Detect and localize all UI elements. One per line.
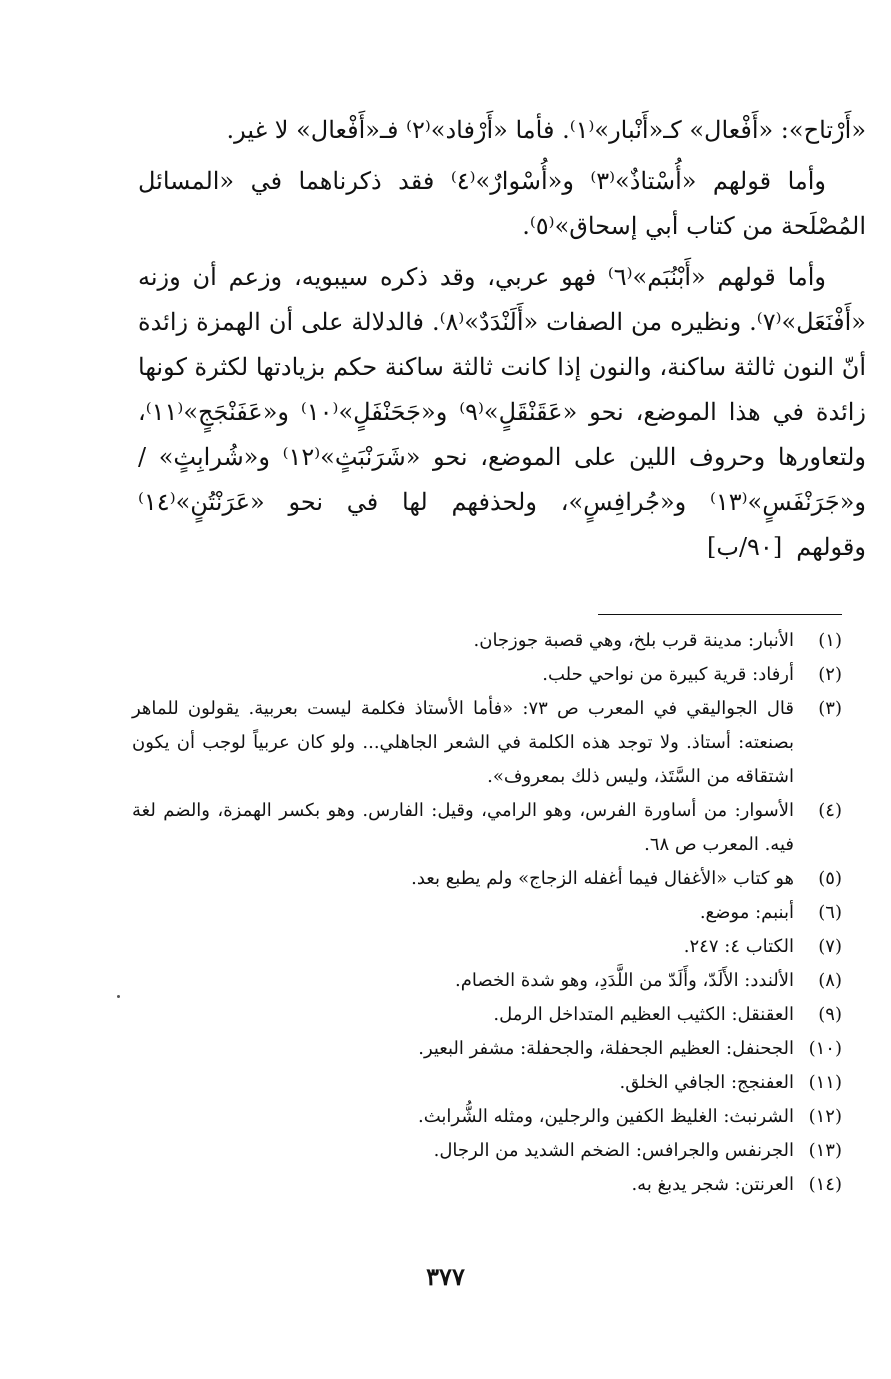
- footnote-item: [132, 998, 842, 1032]
- footnote-number: (١): [818, 630, 842, 651]
- footnote-number: (٣): [818, 698, 842, 719]
- footnote-number: (١٣): [808, 1140, 842, 1161]
- footnote-item: [132, 930, 842, 964]
- footnote-item: [132, 658, 842, 692]
- paragraph-3-text: وأما قولهم «أَبْنُبَم»⁽٦⁾ فهو عربي، وقد ذكره سيبويه، وزعم أن وزنه «أَفْنَعَل»⁽٧⁾. ونظيره من الصفات «أَلَنْدَدٌ»⁽٨⁾. فالدلالة على أن الهمزة زائدة أنّ النون ثالثة ساكنة، والنون إذا كانت ثالثة ساكنة حكم بزيادتها لكثرة كونها زائدة في هذا الموضع، نحو «عَقَنْقَلٍ»⁽٩⁾ و«جَحَنْفَلٍ»⁽١٠⁾ و«عَفَنْجَجٍ»⁽١١⁾، ولتعاورها وحروف اللين على الموضع، نحو «شَرَنْبَثٍ»⁽١٢⁾ و«شُرابِثٍ» / و«جَرَنْفَسٍ»⁽١٣⁾ و«جُرافِسٍ»، ولحذفهم لها في نحو «عَرَنْتُنٍ»⁽١٤⁾ وقولهم: [138, 263, 867, 561]
- footnote-text: أرفاد: قرية كبيرة من نواحي حلب.: [542, 664, 794, 685]
- footnote-number: (١٤): [808, 1174, 842, 1195]
- footnote-text: الكتاب ٤: ٢٤٧.: [683, 936, 794, 957]
- footnote-item: [132, 1168, 842, 1202]
- footnote-text: الأنبار: مدينة قرب بلخ، وهي قصبة جوزجان.: [473, 630, 794, 651]
- folio-marker: [٩٠/ب]: [706, 533, 783, 561]
- footnote-item: [132, 692, 842, 794]
- scan-speck: [117, 995, 120, 998]
- footnote-number: (٥): [818, 868, 842, 889]
- footnote-separator: [598, 614, 842, 615]
- footnote-number: (٧): [818, 936, 842, 957]
- main-text: [138, 108, 866, 570]
- page-number: ٣٧٧: [426, 1262, 465, 1291]
- footnote-number: (١٢): [808, 1106, 842, 1127]
- footnote-number: (٩): [818, 1004, 842, 1025]
- footnote-text: الألندد: الأَلَدّ، وأَلَدّ من اللَّدَدِ، وهو شدة الخصام.: [455, 970, 794, 991]
- paragraph-2: وأما قولهم «أُسْتاذٌ»⁽٣⁾ و«أُسْوارٌ»⁽٤⁾ فقد ذكرناهما في «المسائل المُصْلَحة من كتاب أبي إسحاق»⁽٥⁾.: [138, 167, 866, 240]
- footnote-number: (١٠): [808, 1038, 842, 1059]
- footnote-text: هو كتاب «الأغفال فيما أغفله الزجاج» ولم يطبع بعد.: [411, 868, 794, 889]
- footnote-item: [132, 964, 842, 998]
- footnote-item: [132, 1100, 842, 1134]
- footnote-item: [132, 1134, 842, 1168]
- paragraph-1: «أَرْتاح»: «أَفْعال» كـ«أَنْبار»⁽١⁾. فأما «أَرْفاد»⁽٢⁾ فـ«أَفْعال» لا غير.: [226, 116, 866, 144]
- footnote-item: [132, 794, 842, 862]
- footnote-text: أبنبم: موضع.: [699, 902, 794, 923]
- paragraph-3: [138, 255, 866, 570]
- footnote-item: [132, 896, 842, 930]
- footnote-text: الشرنبث: الغليظ الكفين والرجلين، ومثله الشُّرابث.: [418, 1106, 794, 1127]
- footnote-item: [132, 624, 842, 658]
- footnotes: [132, 624, 842, 1202]
- footnote-text: العقنقل: الكثيب العظيم المتداخل الرمل.: [493, 1004, 794, 1025]
- footnote-item: [132, 1066, 842, 1100]
- footnote-number: (٦): [818, 902, 842, 923]
- footnote-text: الجرنفس والجرافس: الضخم الشديد من الرجال.: [433, 1140, 794, 1161]
- footnote-number: (١١): [808, 1072, 842, 1093]
- footnote-text: الجحنفل: العظيم الجحفلة، والجحفلة: مشفر البعير.: [418, 1038, 794, 1059]
- footnote-number: (٢): [818, 664, 842, 685]
- footnote-text: العرنتن: شجر يدبغ به.: [631, 1174, 794, 1195]
- footnote-number: (٨): [818, 970, 842, 991]
- footnote-text: قال الجواليقي في المعرب ص ٧٣: «فأما الأستاذ فكلمة ليست بعربية. يقولون للماهر بصنعته: أستاذ. ولا توجد هذه الكلمة في الشعر الجاهلي... ولو كان عربياً لوجب أن يكون اشتقاقه من السَّتَذ، وليس ذلك بمعروف».: [132, 698, 794, 787]
- footnote-text: العفنجج: الجافي الخلق.: [619, 1072, 794, 1093]
- footnote-number: (٤): [818, 800, 842, 821]
- footnote-text: الأسوار: من أساورة الفرس، وهو الرامي، وقيل: الفارس. وهو بكسر الهمزة، والضم لغة فيه. المعرب ص ٦٨.: [132, 800, 794, 855]
- footnote-item: [132, 1032, 842, 1066]
- footnote-item: [132, 862, 842, 896]
